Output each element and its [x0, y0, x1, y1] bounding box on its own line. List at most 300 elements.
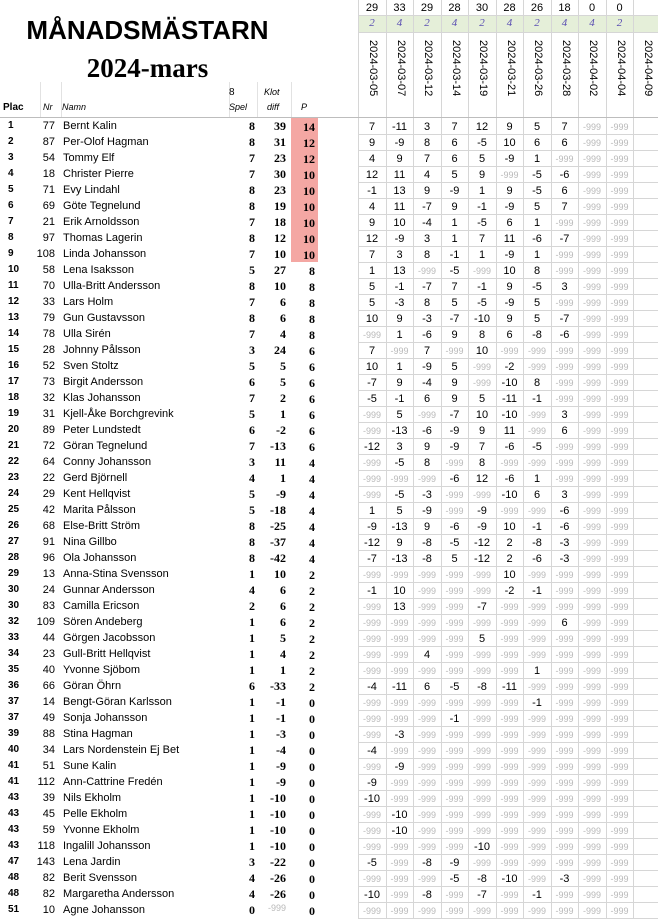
placement: 7	[8, 216, 14, 227]
game-score: -999	[362, 570, 381, 580]
game-score: -999	[390, 842, 409, 852]
game-score: -9	[504, 201, 515, 213]
player-number: 59	[42, 824, 55, 836]
game-score: 5	[451, 553, 458, 565]
game-score: -999	[417, 474, 436, 484]
player-number: 24	[42, 584, 55, 596]
game-score: -7	[422, 281, 432, 293]
game-score: 3	[423, 121, 431, 133]
klot-diff: 1	[280, 407, 286, 421]
game-score: -999	[445, 842, 464, 852]
date-header: 2024-03-21	[504, 40, 517, 97]
klot-diff: -9	[276, 487, 286, 501]
game-score: 9	[423, 441, 431, 453]
game-score: -999	[472, 266, 491, 276]
player-number: 58	[42, 264, 55, 276]
player-number: 10	[42, 904, 55, 916]
game-score: 8	[533, 377, 541, 389]
game-score: -999	[582, 810, 601, 820]
table-row	[0, 742, 658, 758]
games-played: 3	[249, 855, 255, 869]
points-cell	[291, 646, 318, 662]
points-cell	[291, 726, 318, 742]
table-row	[0, 326, 658, 342]
game-score: -2	[504, 361, 515, 373]
placement: 20	[8, 424, 20, 435]
table-row	[0, 422, 658, 438]
games-played: 4	[249, 871, 255, 885]
player-name: Kent Hellqvist	[63, 488, 131, 500]
game-score: -999	[582, 570, 601, 580]
player-number: 70	[42, 280, 55, 292]
game-score: -10	[391, 825, 408, 837]
game-score: -1	[367, 185, 377, 197]
points: 0	[309, 776, 315, 790]
points-cell	[291, 710, 318, 726]
placement: 24	[8, 488, 20, 499]
game-score: -999	[362, 842, 381, 852]
table-row	[0, 278, 658, 294]
game-score: 12	[365, 169, 379, 181]
points: 0	[309, 712, 315, 726]
game-score: -999	[500, 906, 519, 916]
game-score: -999	[472, 666, 491, 676]
game-score: -999	[362, 698, 381, 708]
player-name: Lars Holm	[63, 296, 114, 308]
game-score: -5	[449, 873, 460, 885]
klot-diff: -33	[270, 679, 286, 693]
game-score: -999	[362, 762, 381, 772]
game-score: -999	[390, 698, 409, 708]
player-name: Evy Lindahl	[63, 184, 120, 196]
player-name: Stina Hagman	[63, 728, 133, 740]
game-score: -999	[362, 906, 381, 916]
game-score: -999	[445, 698, 464, 708]
game-score: -999	[582, 362, 601, 372]
game-score: -13	[391, 553, 408, 565]
game-score: -999	[582, 250, 601, 260]
game-score: -999	[582, 746, 601, 756]
game-score: -999	[417, 810, 436, 820]
game-score: -999	[582, 490, 601, 500]
game-score: 9	[396, 313, 403, 325]
game-score: -999	[527, 826, 546, 836]
player-number: 77	[42, 120, 55, 132]
game-score: 5	[368, 281, 376, 293]
game-score: -999	[417, 266, 436, 276]
date-header: 2024-03-05	[367, 40, 379, 97]
placement: 9	[8, 248, 14, 259]
points-cell	[291, 310, 318, 326]
game-score: 9	[506, 313, 513, 325]
table-row	[0, 630, 658, 646]
game-score: -999	[445, 490, 464, 500]
points: 12	[303, 136, 315, 150]
game-score: 5	[451, 361, 458, 373]
game-score: -9	[504, 153, 515, 165]
game-score: 7	[451, 281, 458, 293]
game-score: 5	[533, 313, 541, 325]
game-score: -10	[474, 841, 490, 853]
game-score: -999	[555, 442, 574, 452]
game-score: 10	[365, 361, 379, 373]
game-score: 9	[423, 521, 431, 533]
klot-diff: 6	[280, 615, 286, 629]
placement: 34	[8, 648, 20, 659]
points-cell	[291, 662, 318, 678]
klot-diff: -2	[276, 423, 286, 437]
game-score: 8	[423, 249, 431, 261]
game-score: 10	[475, 409, 489, 421]
player-name: Nina Gillbo	[63, 536, 117, 548]
game-score: -999	[582, 650, 601, 660]
nr-header: Nr	[43, 102, 53, 112]
game-score: -9	[422, 361, 432, 373]
klot-diff: -10	[270, 823, 286, 837]
points: 14	[303, 120, 315, 134]
points: 2	[309, 616, 315, 630]
game-score: -999	[610, 282, 629, 292]
points-cell	[291, 374, 318, 390]
klot-diff: 10	[274, 247, 286, 261]
player-name: Tommy Elf	[63, 152, 115, 164]
points: 10	[303, 232, 315, 246]
placement: 36	[8, 680, 20, 691]
points: 4	[309, 504, 315, 518]
table-row	[0, 390, 658, 406]
game-score: -5	[477, 217, 487, 229]
games-played: 1	[249, 775, 255, 789]
game-score: -5	[477, 137, 487, 149]
game-score: -3	[559, 873, 570, 885]
table-row	[0, 406, 658, 422]
points: 8	[309, 264, 315, 278]
placement: 21	[8, 440, 20, 451]
player-name: Kjell-Åke Borchgrevink	[63, 408, 174, 420]
game-score: -999	[582, 522, 601, 532]
game-score: -999	[472, 762, 491, 772]
game-score: 5	[533, 297, 541, 309]
player-name: Gunnar Andersson	[63, 584, 155, 596]
game-score: -999	[610, 490, 629, 500]
player-name: Erik Arnoldsson	[63, 216, 140, 228]
game-score: -999	[582, 426, 601, 436]
game-score: -1	[394, 393, 405, 405]
game-score: -999	[555, 586, 574, 596]
game-score: -999	[417, 634, 436, 644]
game-score: -999	[500, 458, 519, 468]
games-played: 7	[249, 167, 255, 181]
game-score: -999	[610, 346, 629, 356]
game-score: 5	[478, 633, 486, 645]
game-score: -13	[391, 425, 408, 437]
player-number: 143	[36, 856, 55, 868]
points: 8	[309, 312, 315, 326]
player-name: Berit Svensson	[63, 872, 137, 884]
game-points: 2	[369, 17, 375, 29]
game-score: -999	[417, 746, 436, 756]
game-score: -999	[555, 698, 574, 708]
game-score: -13	[391, 521, 408, 533]
points: 6	[309, 424, 315, 438]
game-score: -999	[610, 570, 629, 580]
game-score: -999	[610, 394, 629, 404]
game-score: -999	[390, 794, 409, 804]
table-row	[0, 230, 658, 246]
game-score: -11	[501, 393, 518, 405]
game-score: -999	[527, 746, 546, 756]
game-score: -999	[610, 730, 629, 740]
points-cell	[291, 198, 318, 214]
game-score: 12	[365, 233, 379, 245]
game-score: -999	[610, 202, 629, 212]
game-score: -999	[527, 842, 546, 852]
points-cell	[291, 294, 318, 310]
game-score: -999	[555, 762, 574, 772]
game-score: 1	[478, 249, 486, 261]
game-score: -999	[582, 282, 601, 292]
game-points: 2	[424, 17, 430, 29]
game-score: -999	[445, 810, 464, 820]
player-name: Per-Olof Hagman	[63, 136, 149, 148]
game-count: 28	[503, 2, 516, 14]
game-score: -1	[532, 697, 542, 709]
table-row	[0, 790, 658, 806]
game-score: 9	[368, 137, 376, 149]
table-row	[0, 838, 658, 854]
game-score: 3	[423, 233, 431, 245]
player-name: Göran Tegnelund	[63, 440, 148, 452]
date-header: 2024-03-14	[449, 40, 462, 97]
player-number: 32	[42, 392, 55, 404]
game-score: -999	[555, 362, 574, 372]
game-score: 4	[368, 153, 376, 165]
table-row	[0, 310, 658, 326]
placement: 41	[8, 776, 20, 787]
game-points: 2	[534, 17, 540, 29]
player-name: Lars Nordenstein Ej Bet	[63, 744, 180, 756]
table-row	[0, 486, 658, 502]
game-score: -999	[445, 746, 464, 756]
game-score: -8	[532, 329, 542, 341]
game-score: -999	[472, 714, 491, 724]
game-score: 1	[451, 233, 458, 245]
table-row	[0, 694, 658, 710]
points-cell	[291, 502, 318, 518]
game-score: 10	[503, 521, 516, 533]
placement: 43	[8, 808, 20, 819]
game-score: -999	[527, 794, 546, 804]
game-score: -999	[445, 778, 464, 788]
game-score: 10	[503, 265, 516, 277]
game-score: 9	[423, 185, 431, 197]
points: 0	[309, 904, 315, 918]
placement: 1	[8, 120, 14, 131]
game-score: 6	[451, 153, 458, 165]
game-score: -999	[555, 682, 574, 692]
placement: 8	[8, 232, 14, 243]
game-score: -999	[582, 442, 601, 452]
points: 0	[309, 856, 315, 870]
player-number: 112	[37, 776, 55, 788]
game-score: -8	[422, 553, 432, 565]
game-score: -10	[501, 409, 518, 421]
game-score: -999	[500, 746, 519, 756]
points: 10	[303, 216, 315, 230]
game-score: -5	[477, 297, 487, 309]
game-score: -999	[362, 426, 381, 436]
game-score: -999	[610, 650, 629, 660]
game-score: 1	[533, 665, 541, 677]
game-score: -10	[364, 889, 380, 901]
date-header: 2024-04-04	[614, 40, 627, 97]
game-score: -10	[501, 489, 518, 501]
game-score: -999	[610, 906, 629, 916]
game-score: 9	[478, 425, 486, 437]
game-score: -999	[527, 730, 546, 740]
games-played: 0	[249, 903, 255, 917]
game-score: -999	[582, 890, 601, 900]
game-score: -999	[445, 906, 464, 916]
klot-diff: 12	[274, 231, 286, 245]
date-header: 2024-03-26	[532, 40, 544, 97]
klot-diff: 39	[274, 119, 286, 133]
games-played: 7	[249, 439, 255, 453]
player-name: Marita Pålsson	[63, 504, 136, 516]
points: 2	[309, 600, 315, 614]
placement: 13	[8, 312, 20, 323]
game-score: -999	[417, 666, 436, 676]
game-score: 9	[506, 185, 513, 197]
placement: 3	[8, 152, 14, 163]
points-cell	[291, 230, 318, 246]
game-score: -3	[394, 729, 405, 741]
game-score: 11	[393, 169, 406, 181]
player-number: 49	[42, 712, 55, 724]
game-score: 9	[451, 329, 458, 341]
game-score: -999	[610, 762, 629, 772]
game-score: -999	[417, 794, 436, 804]
game-score: -999	[582, 474, 601, 484]
games-played: 8	[249, 519, 255, 533]
game-score: -999	[472, 778, 491, 788]
placement: 29	[8, 568, 20, 579]
table-row	[0, 374, 658, 390]
game-count: 0	[588, 2, 596, 14]
game-points: 4	[396, 17, 403, 29]
game-score: -7	[559, 233, 570, 245]
points-cell	[291, 854, 318, 870]
game-score: -6	[532, 233, 542, 245]
game-score: -999	[610, 362, 629, 372]
game-score: -999	[582, 506, 601, 516]
klot-diff: -37	[270, 535, 286, 549]
game-score: -999	[582, 202, 601, 212]
game-score: -999	[555, 378, 574, 388]
points: 2	[309, 632, 315, 646]
games-played: 7	[249, 391, 255, 405]
game-score: 12	[475, 121, 489, 133]
game-score: -999	[445, 506, 464, 516]
points-cell	[291, 534, 318, 550]
game-score: -999	[610, 538, 629, 548]
points-cell	[291, 118, 318, 134]
game-score: -999	[390, 714, 409, 724]
game-score: -6	[532, 553, 542, 565]
game-count: 18	[558, 2, 571, 14]
table-row	[0, 902, 658, 918]
player-name: Yvonne Ekholm	[63, 824, 140, 836]
player-name: Johnny Pålsson	[63, 344, 141, 356]
page-title: MÅNADSMÄSTARN	[26, 15, 269, 45]
game-score: -999	[527, 778, 546, 788]
games-played: 6	[249, 679, 255, 693]
game-score: -999	[500, 634, 519, 644]
game-score: -999	[362, 826, 381, 836]
game-score: -999	[610, 170, 629, 180]
points-cell	[291, 246, 318, 262]
game-score: 6	[561, 617, 568, 629]
game-score: -999	[500, 842, 519, 852]
player-name: Sune Kalin	[63, 760, 117, 772]
game-score: 3	[396, 249, 403, 261]
table-row	[0, 758, 658, 774]
game-score: -999	[582, 122, 601, 132]
table-row	[0, 774, 658, 790]
game-score: -11	[501, 681, 518, 693]
points-cell	[291, 758, 318, 774]
game-score: -999	[555, 474, 574, 484]
points-cell	[291, 598, 318, 614]
game-score: -7	[477, 601, 487, 613]
game-score: 4	[423, 649, 431, 661]
game-score: -12	[364, 441, 380, 453]
game-score: -4	[367, 681, 377, 693]
points-cell	[291, 582, 318, 598]
game-score: -999	[582, 186, 601, 196]
placement: 19	[8, 408, 20, 419]
game-score: 7	[478, 441, 486, 453]
game-score: -9	[449, 441, 460, 453]
game-score: -999	[610, 458, 629, 468]
games-played: 5	[249, 407, 255, 421]
game-score: 5	[368, 297, 376, 309]
games-played: 3	[249, 343, 255, 357]
game-score: -999	[610, 586, 629, 596]
game-score: 11	[503, 425, 516, 437]
player-name: Sven Stoltz	[63, 360, 119, 372]
game-score: -9	[449, 425, 460, 437]
placement: 37	[8, 712, 20, 723]
game-score: 8	[478, 329, 486, 341]
game-score: -999	[582, 794, 601, 804]
games-played: 7	[249, 247, 255, 261]
games-played: 1	[249, 727, 255, 741]
placement: 25	[8, 504, 20, 515]
game-score: -999	[472, 650, 491, 660]
game-score: -999	[362, 410, 381, 420]
player-number: 28	[42, 344, 55, 356]
game-score: -999	[555, 714, 574, 724]
player-number: 82	[42, 872, 55, 884]
game-score: -999	[417, 618, 436, 628]
game-score: -999	[610, 506, 629, 516]
points-cell	[291, 422, 318, 438]
points: 0	[309, 744, 315, 758]
game-score: 9	[396, 537, 403, 549]
game-score: -999	[555, 218, 574, 228]
game-score: -999	[527, 682, 546, 692]
